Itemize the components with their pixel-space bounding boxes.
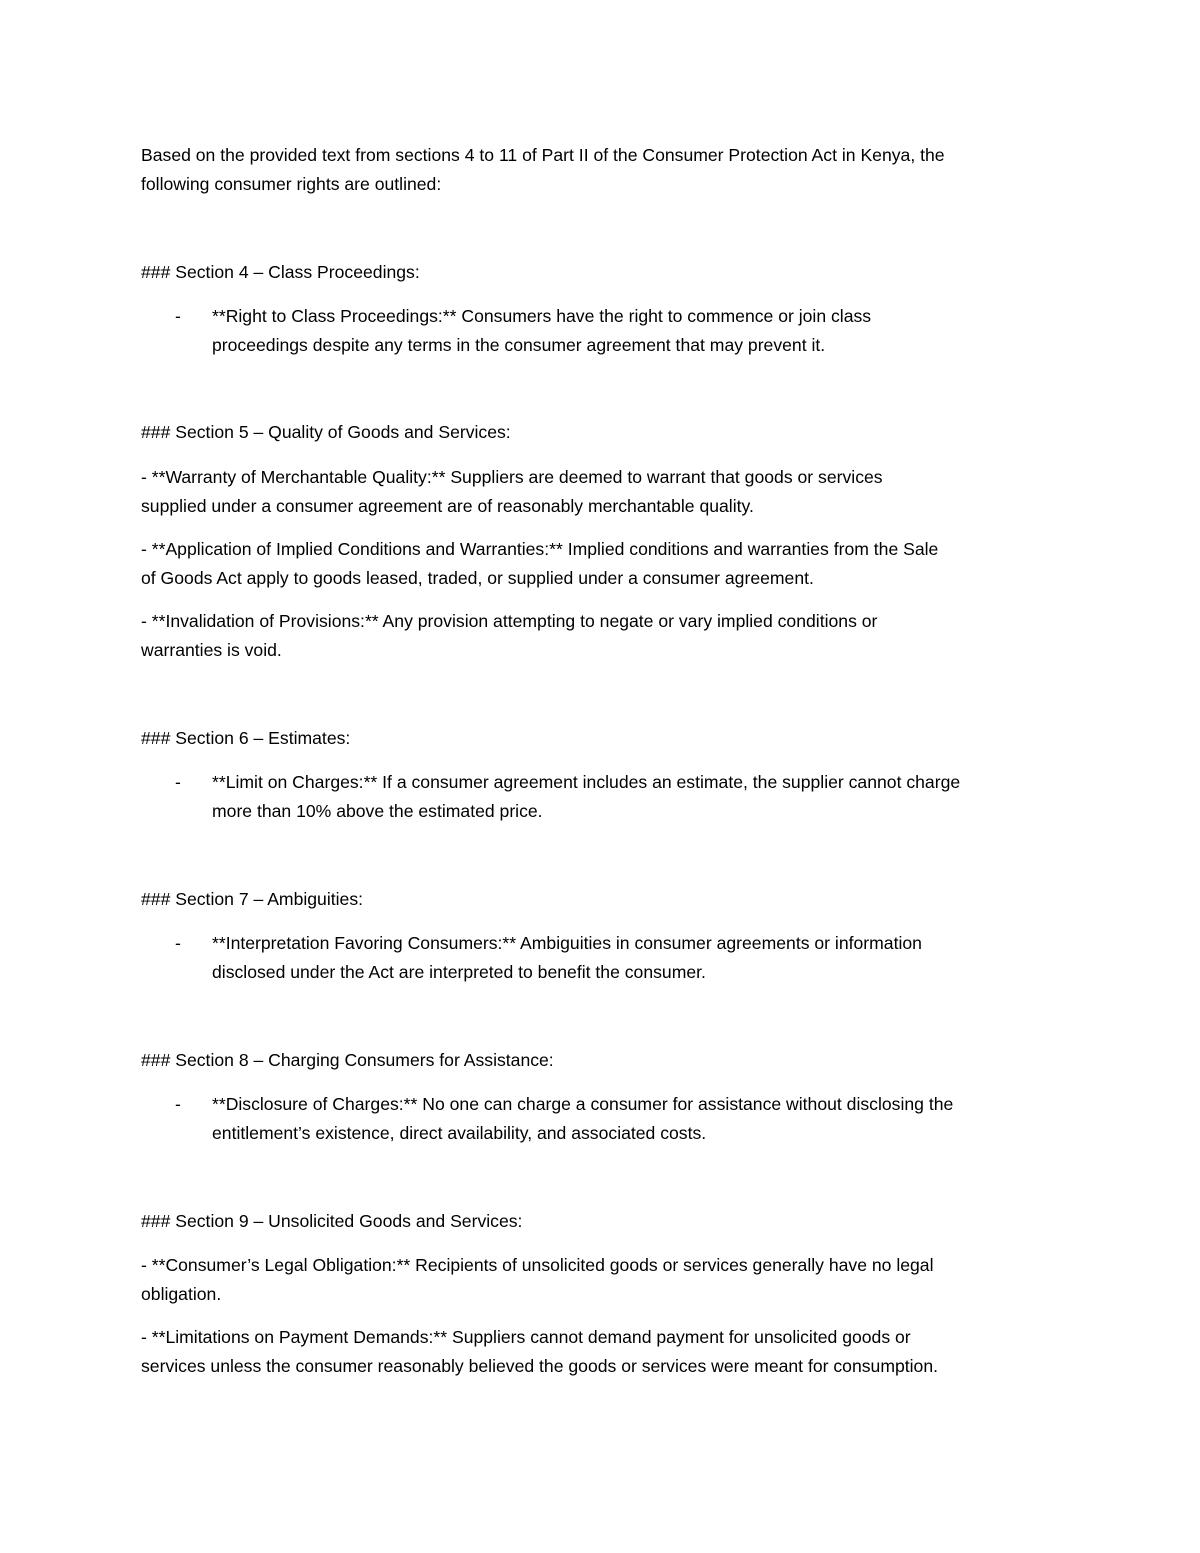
section-9-heading: ### Section 9 – Unsolicited Goods and Services: bbox=[141, 1211, 523, 1231]
bullet-marker: - bbox=[175, 1094, 181, 1114]
section-5-item-1-line-1: - **Warranty of Merchantable Quality:** Suppliers are deemed to warrant that goods or services bbox=[141, 467, 883, 487]
intro-line-2: following consumer rights are outlined: bbox=[141, 174, 442, 194]
section-4-bullet-line-1: **Right to Class Proceedings:** Consumers have the right to commence or join class bbox=[212, 306, 872, 326]
section-5-heading: ### Section 5 – Quality of Goods and Services: bbox=[141, 422, 511, 442]
section-8-bullet-line-2: entitlement’s existence, direct availability, and associated costs. bbox=[212, 1123, 707, 1143]
bullet-marker: - bbox=[175, 933, 181, 953]
section-9-item-2-line-1: - **Limitations on Payment Demands:** Suppliers cannot demand payment for unsolicited goods or bbox=[141, 1327, 911, 1347]
section-6-heading: ### Section 6 – Estimates: bbox=[141, 728, 351, 748]
intro-line-1: Based on the provided text from sections 4 to 11 of Part II of the Consumer Protection Act in Kenya, the bbox=[141, 145, 945, 165]
section-4-heading: ### Section 4 – Class Proceedings: bbox=[141, 262, 420, 282]
section-4-bullet-line-2: proceedings despite any terms in the consumer agreement that may prevent it. bbox=[212, 335, 826, 355]
bullet-marker: - bbox=[175, 306, 181, 326]
section-8-bullet-line-1: **Disclosure of Charges:** No one can charge a consumer for assistance without disclosing the bbox=[212, 1094, 954, 1114]
section-7-heading: ### Section 7 – Ambiguities: bbox=[141, 889, 364, 909]
section-8-heading: ### Section 8 – Charging Consumers for Assistance: bbox=[141, 1050, 554, 1070]
bullet-marker: - bbox=[175, 772, 181, 792]
section-6-bullet-line-2: more than 10% above the estimated price. bbox=[212, 801, 543, 821]
section-6-bullet-line-1: **Limit on Charges:** If a consumer agreement includes an estimate, the supplier cannot charge bbox=[212, 772, 961, 792]
section-9-item-1-line-2: obligation. bbox=[141, 1284, 222, 1304]
section-5-item-2-line-2: of Goods Act apply to goods leased, traded, or supplied under a consumer agreement. bbox=[141, 568, 814, 588]
section-7-bullet-line-1: **Interpretation Favoring Consumers:** Ambiguities in consumer agreements or information bbox=[212, 933, 922, 953]
section-5-item-2-line-1: - **Application of Implied Conditions and Warranties:** Implied conditions and warranties from the Sale bbox=[141, 539, 939, 559]
section-5-item-3-line-2: warranties is void. bbox=[141, 640, 282, 660]
section-9-item-2-line-2: services unless the consumer reasonably believed the goods or services were meant for consumption. bbox=[141, 1356, 939, 1376]
section-5-item-3-line-1: - **Invalidation of Provisions:** Any provision attempting to negate or vary implied conditions or bbox=[141, 611, 878, 631]
section-9-item-1-line-1: - **Consumer’s Legal Obligation:** Recipients of unsolicited goods or services generally have no legal bbox=[141, 1255, 934, 1275]
section-7-bullet-line-2: disclosed under the Act are interpreted to benefit the consumer. bbox=[212, 962, 706, 982]
section-5-item-1-line-2: supplied under a consumer agreement are of reasonably merchantable quality. bbox=[141, 496, 754, 516]
